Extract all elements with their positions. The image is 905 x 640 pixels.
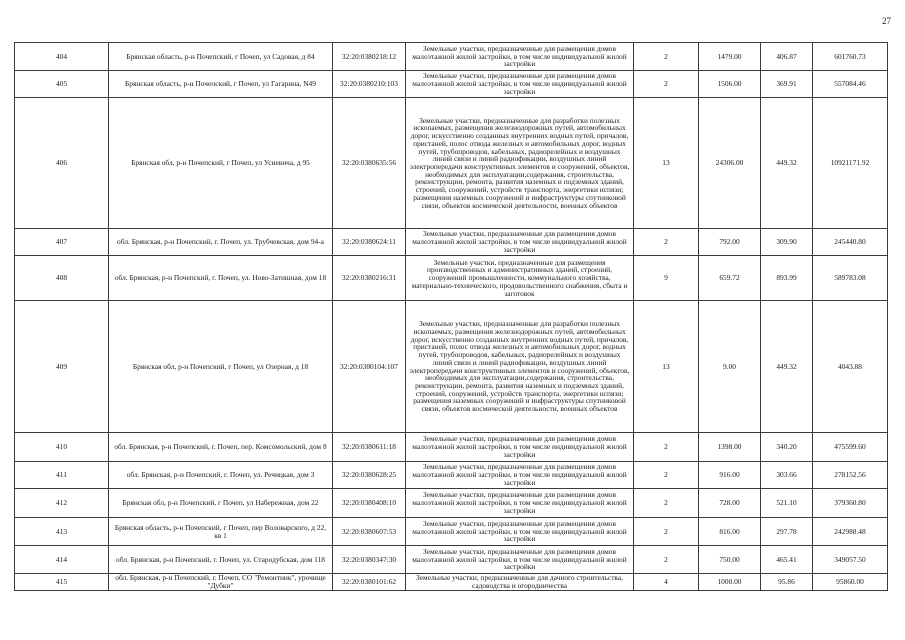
table-row bbox=[15, 546, 888, 574]
cadastral-number-cell: 32:20:0380628:25 bbox=[333, 462, 406, 489]
cadastral-value-cell: 557084.46 bbox=[813, 71, 888, 98]
address-cell: Брянская область, р-н Почепский, г Почеп, ул Садовая, д 84 bbox=[109, 43, 333, 71]
table-body bbox=[15, 43, 888, 591]
rate-cell: 303.66 bbox=[761, 462, 813, 489]
land-use-cell: Земельные участки, предназначенные для размещения домов малоэтажной жилой застройки, в том числе индивидуальной жилой застройки bbox=[406, 462, 634, 489]
group-code-cell: 2 bbox=[634, 433, 699, 462]
area-cell: 1398.00 bbox=[699, 433, 761, 462]
cadastral-number-cell: 32:20:0380635:56 bbox=[333, 98, 406, 229]
table-row bbox=[15, 98, 888, 229]
table-row bbox=[15, 256, 888, 301]
group-code-cell: 2 bbox=[634, 518, 699, 546]
cadastral-number-cell: 32:20:0380611:18 bbox=[333, 433, 406, 462]
group-code-cell: 2 bbox=[634, 462, 699, 489]
address-cell: обл. Брянская, р-н Почепский, г. Почеп, ул. Ново-Затишная, дом 18 bbox=[109, 256, 333, 301]
rate-cell: 465.41 bbox=[761, 546, 813, 574]
address-cell: Брянская обл, р-н Почепский, г Почеп, ул Набережная, дом 22 bbox=[109, 489, 333, 518]
rate-cell: 449.32 bbox=[761, 301, 813, 433]
land-plots-table bbox=[14, 42, 888, 591]
table-row bbox=[15, 301, 888, 433]
row-number-cell: 407 bbox=[15, 229, 109, 256]
row-number-cell: 414 bbox=[15, 546, 109, 574]
page-number: 27 bbox=[882, 16, 891, 26]
row-number-cell: 405 bbox=[15, 71, 109, 98]
row-number-cell: 410 bbox=[15, 433, 109, 462]
area-cell: 24306.00 bbox=[699, 98, 761, 229]
cadastral-number-cell: 32:20:0380216:31 bbox=[333, 256, 406, 301]
area-cell: 816.00 bbox=[699, 518, 761, 546]
area-cell: 728.00 bbox=[699, 489, 761, 518]
cadastral-value-cell: 245440.80 bbox=[813, 229, 888, 256]
cadastral-value-cell: 379360.80 bbox=[813, 489, 888, 518]
cadastral-value-cell: 601760.73 bbox=[813, 43, 888, 71]
land-use-cell: Земельные участки, предназначенные для размещения домов малоэтажной жилой застройки, в том числе индивидуальной жилой застройки bbox=[406, 229, 634, 256]
group-code-cell: 2 bbox=[634, 71, 699, 98]
rate-cell: 309.90 bbox=[761, 229, 813, 256]
cadastral-number-cell: 32:20:0380104:107 bbox=[333, 301, 406, 433]
cadastral-number-cell: 32:20:0380347:30 bbox=[333, 546, 406, 574]
land-use-cell: Земельные участки, предназначенные для размещения домов малоэтажной жилой застройки, в том числе индивидуальной жилой застройки bbox=[406, 43, 634, 71]
land-use-cell: Земельные участки, предназначенные для разработки полезных ископаемых, размещения железнодорожных путей, автомобильных дорог, искусственно созданных внутренних водных путей, причалов, пристаней, полос отвода железных и автомобильных дорог, водных путей, трубопроводов, кабельных, радиорелейных и воздушных линий связи и линий радиофикации, воздушных линий электропередачи конструктивных элементов и сооружений, объектов, необходимых для эксплуатации,содержания, строительства, реконструкции, ремонта, развития наземных и подземных зданий, строений, сооружений, устройств транспорта, энергетики испязи; размещения наземных сооружений и инфраструктуры спутниковой связи, объектов космической деятельности, военных объектов bbox=[406, 98, 634, 229]
address-cell: обл. Брянская, р-н Почепский, г. Почеп, ул. Трубчевская, дом 94-а bbox=[109, 229, 333, 256]
group-code-cell: 9 bbox=[634, 256, 699, 301]
rate-cell: 369.91 bbox=[761, 71, 813, 98]
land-use-cell: Земельные участки, предназначенные для размещения домов малоэтажной жилой застройки, в том числе индивидуальной жилой застройки bbox=[406, 518, 634, 546]
cadastral-value-cell: 349057.50 bbox=[813, 546, 888, 574]
address-cell: Брянская обл, р-н Почепский, г Почеп, ул Озерная, д 18 bbox=[109, 301, 333, 433]
row-number-cell: 404 bbox=[15, 43, 109, 71]
address-cell: Брянская область, р-н Почепский, г Почеп, пер Воловарского, д 22, кв 1 bbox=[109, 518, 333, 546]
table-row bbox=[15, 71, 888, 98]
group-code-cell: 2 bbox=[634, 43, 699, 71]
rate-cell: 893.99 bbox=[761, 256, 813, 301]
table-row bbox=[15, 489, 888, 518]
land-use-cell: Земельные участки, предназначенные для размещения домов малоэтажной жилой застройки, в том числе индивидуальной жилой застройки bbox=[406, 546, 634, 574]
area-cell: 792.00 bbox=[699, 229, 761, 256]
rate-cell: 521.10 bbox=[761, 489, 813, 518]
land-use-cell: Земельные участки, предназначенные для размещения производственных и административных зданий, строений, сооружений промышленности, коммунального хозяйства, материально-технического, продовольственного снабжения, сбыта и заготовок bbox=[406, 256, 634, 301]
group-code-cell: 2 bbox=[634, 229, 699, 256]
row-number-cell: 408 bbox=[15, 256, 109, 301]
table-row bbox=[15, 518, 888, 546]
cadastral-value-cell: 10921171.92 bbox=[813, 98, 888, 229]
cadastral-value-cell: 278152.56 bbox=[813, 462, 888, 489]
table-row bbox=[15, 229, 888, 256]
cadastral-value-cell: 475599.60 bbox=[813, 433, 888, 462]
cadastral-number-cell: 32:20:0380607:53 bbox=[333, 518, 406, 546]
row-number-cell: 409 bbox=[15, 301, 109, 433]
land-use-cell: Земельные участки, предназначенные для размещения домов малоэтажной жилой застройки, в том числе индивидуальной жилой застройки bbox=[406, 489, 634, 518]
land-use-cell: Земельные участки, предназначенные для разработки полезных ископаемых, размещения железнодорожных путей, автомобильных дорог, искусственно созданных внутренних водных путей, причалов, пристаней, полос отвода железных и автомобильных дорог, водных путей, трубопроводов, кабельных, радиорелейных и воздушных линий связи и линий радиофикации, воздушных линий электропередачи конструктивных элементов и сооружений, объектов, необходимых для эксплуатации,содержания, строительства, реконструкции, ремонта, развития наземных и подземных зданий, строений, сооружений, устройств транспорта, энергетики испязи; размещения наземных сооружений и инфраструктуры спутниковой связи, объектов космической деятельности, военных объектов bbox=[406, 301, 634, 433]
rate-cell: 95.86 bbox=[761, 574, 813, 591]
area-cell: 1000.00 bbox=[699, 574, 761, 591]
land-use-cell: Земельные участки, предназначенные для размещения домов малоэтажной жилой застройки, в том числе индивидуальной жилой застройки bbox=[406, 71, 634, 98]
rate-cell: 340.20 bbox=[761, 433, 813, 462]
address-cell: обл. Брянская, р-н Почепский, г. Почеп, ул. Речицкая, дом 3 bbox=[109, 462, 333, 489]
row-number-cell: 406 bbox=[15, 98, 109, 229]
cadastral-value-cell: 589783.08 bbox=[813, 256, 888, 301]
group-code-cell: 4 bbox=[634, 574, 699, 591]
cadastral-value-cell: 4043.88 bbox=[813, 301, 888, 433]
area-cell: 1506.00 bbox=[699, 71, 761, 98]
group-code-cell: 13 bbox=[634, 301, 699, 433]
land-use-cell: Земельные участки, предназначенные для дачного строительства, садоводства и огородничества bbox=[406, 574, 634, 591]
area-cell: 9.00 bbox=[699, 301, 761, 433]
cadastral-number-cell: 32:20:0380408:10 bbox=[333, 489, 406, 518]
area-cell: 916.00 bbox=[699, 462, 761, 489]
cadastral-number-cell: 32:20:0380624:11 bbox=[333, 229, 406, 256]
row-number-cell: 411 bbox=[15, 462, 109, 489]
table-row bbox=[15, 43, 888, 71]
row-number-cell: 412 bbox=[15, 489, 109, 518]
group-code-cell: 2 bbox=[634, 489, 699, 518]
table-row bbox=[15, 574, 888, 591]
address-cell: Брянская область, р-н Почепский, г Почеп, ул Гагарина, N49 bbox=[109, 71, 333, 98]
table-row bbox=[15, 462, 888, 489]
cadastral-number-cell: 32:20:0380218:12 bbox=[333, 43, 406, 71]
area-cell: 750.00 bbox=[699, 546, 761, 574]
row-number-cell: 415 bbox=[15, 574, 109, 591]
group-code-cell: 13 bbox=[634, 98, 699, 229]
group-code-cell: 2 bbox=[634, 546, 699, 574]
cadastral-number-cell: 32:20:0380101:62 bbox=[333, 574, 406, 591]
area-cell: 659.72 bbox=[699, 256, 761, 301]
address-cell: обл. Брянская, р-н Почепский, г. Почеп, СО "Ремонтник", урочище "Дубки" bbox=[109, 574, 333, 591]
cadastral-number-cell: 32:20:0380210:103 bbox=[333, 71, 406, 98]
address-cell: обл. Брянская, р-н Почепский, г. Почеп, пер. Комсомольский, дом 8 bbox=[109, 433, 333, 462]
row-number-cell: 413 bbox=[15, 518, 109, 546]
address-cell: Брянская обл, р-н Почепский, г Почеп, ул Усиевича, д 95 bbox=[109, 98, 333, 229]
rate-cell: 406.87 bbox=[761, 43, 813, 71]
table-row bbox=[15, 433, 888, 462]
cadastral-value-cell: 242988.48 bbox=[813, 518, 888, 546]
rate-cell: 297.78 bbox=[761, 518, 813, 546]
rate-cell: 449.32 bbox=[761, 98, 813, 229]
land-use-cell: Земельные участки, предназначенные для размещения домов малоэтажной жилой застройки, в том числе индивидуальной жилой застройки bbox=[406, 433, 634, 462]
address-cell: обл. Брянская, р-н Почепский, г. Почеп, ул. Стародубская, дом 118 bbox=[109, 546, 333, 574]
area-cell: 1479.00 bbox=[699, 43, 761, 71]
cadastral-value-cell: 95860.00 bbox=[813, 574, 888, 591]
